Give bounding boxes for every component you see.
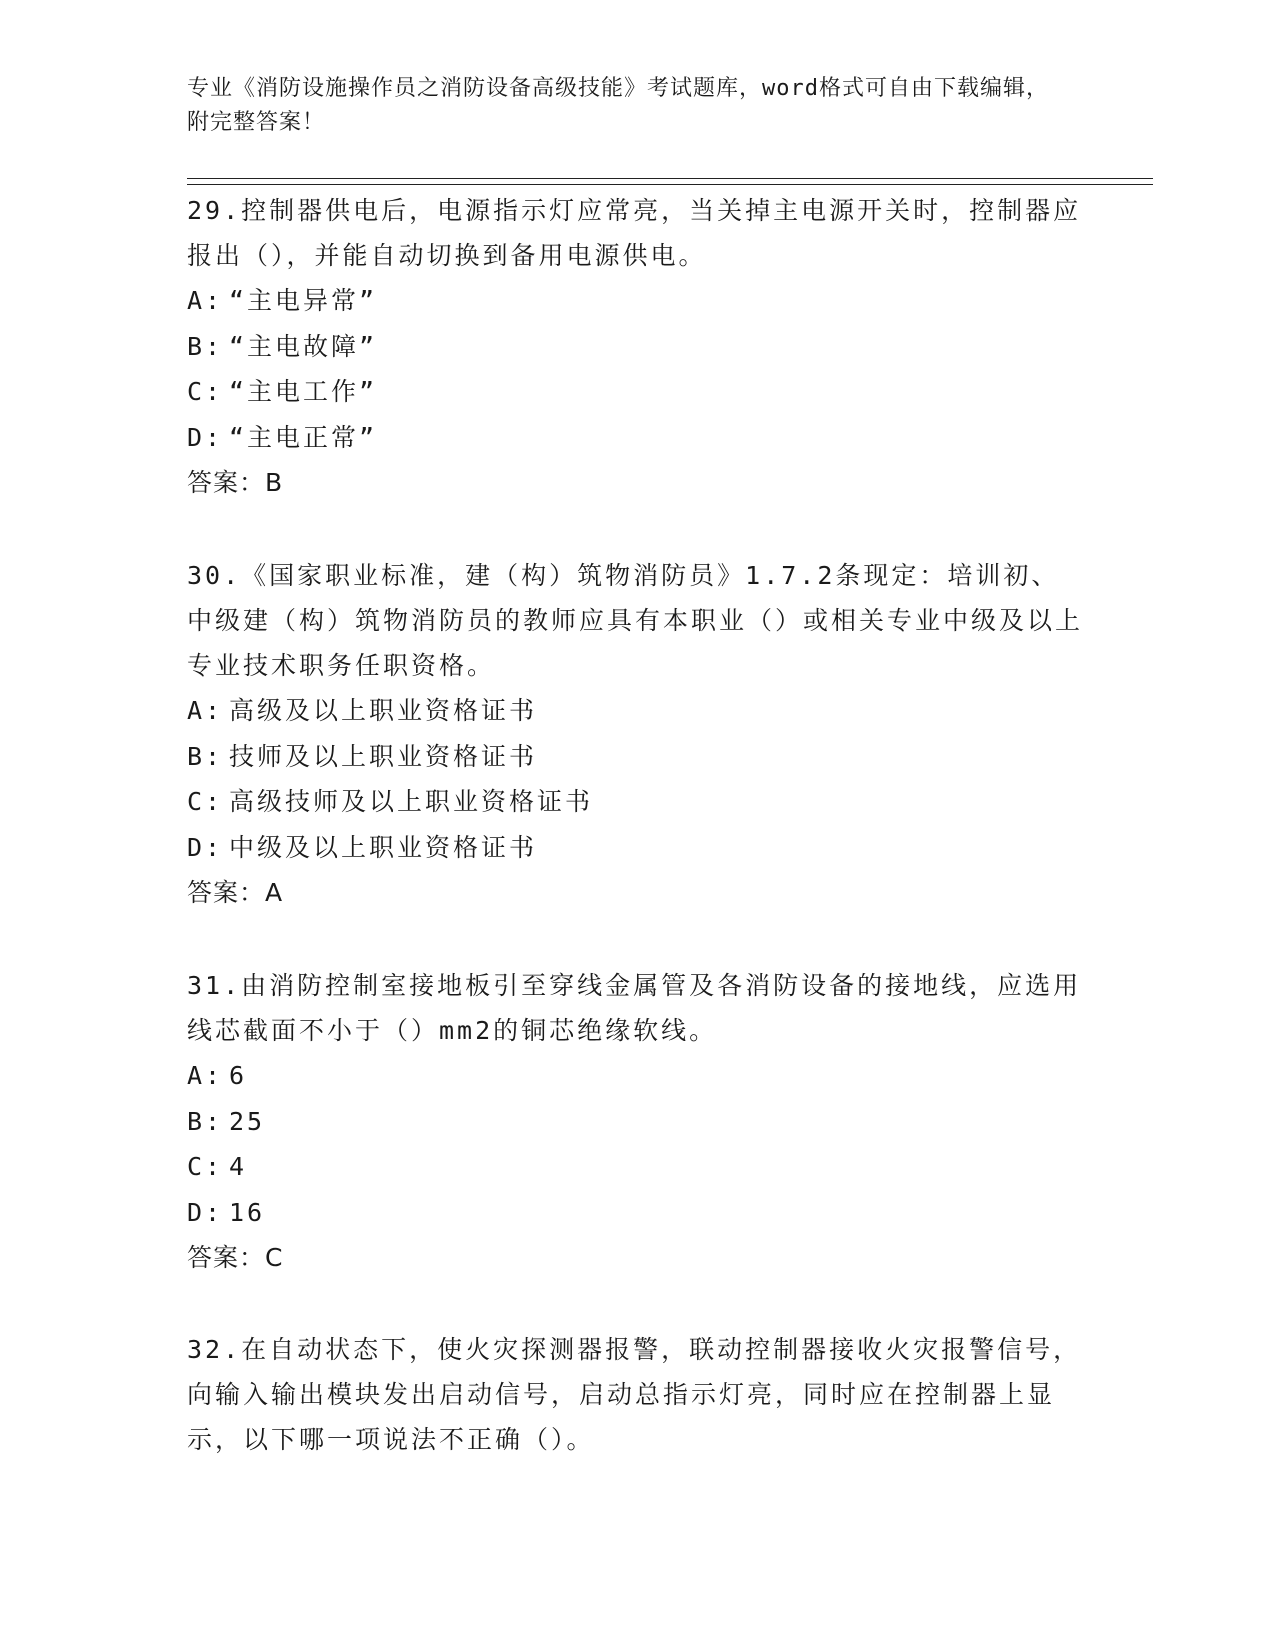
- document-header: 专业《消防设施操作员之消防设备高级技能》考试题库，word格式可自由下载编辑，附完整答案！: [187, 76, 1049, 135]
- option-c: [187, 369, 1087, 415]
- option-letter: A:: [187, 1061, 224, 1090]
- option-text: 中级及以上职业资格证书: [229, 832, 538, 862]
- question-stem: 31.由消防控制室接地板引至穿线金属管及各消防设备的接地线，应选用线芯截面不小于（）mm2的铜芯绝缘软线。: [187, 971, 1082, 1045]
- option-letter: D:: [187, 832, 224, 862]
- option-a: [187, 688, 1087, 734]
- answer: 答案：A: [187, 878, 284, 907]
- option-b: [187, 1099, 1087, 1145]
- option-text: 25: [229, 1106, 266, 1136]
- question-stem: 30.《国家职业标准，建（构）筑物消防员》1.7.2条现定：培训初、中级建（构）筑物消防员的教师应具有本职业（）或相关专业中级及以上专业技术职务任职资格。: [187, 561, 1084, 680]
- option-text: “主电故障”: [229, 331, 378, 361]
- option-d: [187, 415, 1087, 461]
- option-text: “主电正常”: [229, 422, 378, 452]
- option-a: [187, 1053, 1087, 1099]
- option-letter: D:: [187, 422, 224, 452]
- option-letter: A:: [187, 286, 224, 315]
- question-30: [187, 553, 1087, 915]
- option-letter: B:: [187, 741, 224, 771]
- question-stem: 32.在自动状态下，使火灾探测器报警，联动控制器接收火灾报警信号，向输入输出模块发出启动信号，启动总指示灯亮，同时应在控制器上显示，以下哪一项说法不正确（）。: [187, 1335, 1082, 1454]
- option-c: [187, 779, 1087, 825]
- option-b: [187, 324, 1087, 370]
- header-divider-top: [187, 178, 1153, 179]
- question-stem: 29.控制器供电后，电源指示灯应常亮，当关掉主电源开关时，控制器应报出（），并能自动切换到备用电源供电。: [187, 196, 1082, 270]
- option-text: “主电异常”: [229, 286, 378, 315]
- option-letter: C:: [187, 787, 224, 816]
- option-letter: A:: [187, 696, 224, 725]
- option-text: “主电工作”: [229, 377, 378, 406]
- option-text: 6: [229, 1061, 248, 1090]
- question-29: [187, 188, 1087, 505]
- option-d: [187, 1190, 1087, 1236]
- question-31: [187, 963, 1087, 1280]
- option-text: 高级技师及以上职业资格证书: [229, 787, 594, 816]
- option-c: [187, 1144, 1087, 1190]
- option-letter: D:: [187, 1197, 224, 1227]
- option-text: 4: [229, 1152, 248, 1181]
- option-text: 技师及以上职业资格证书: [229, 741, 538, 771]
- option-b: [187, 734, 1087, 780]
- option-d: [187, 825, 1087, 871]
- option-letter: B:: [187, 331, 224, 361]
- option-text: 16: [229, 1197, 266, 1227]
- option-letter: C:: [187, 1152, 224, 1181]
- answer: 答案：B: [187, 468, 284, 497]
- header-divider-bottom: [187, 184, 1153, 185]
- option-a: [187, 278, 1087, 324]
- question-32: [187, 1327, 1087, 1462]
- option-letter: C:: [187, 377, 224, 406]
- option-letter: B:: [187, 1106, 224, 1136]
- option-text: 高级及以上职业资格证书: [229, 696, 538, 725]
- answer: 答案：C: [187, 1243, 284, 1272]
